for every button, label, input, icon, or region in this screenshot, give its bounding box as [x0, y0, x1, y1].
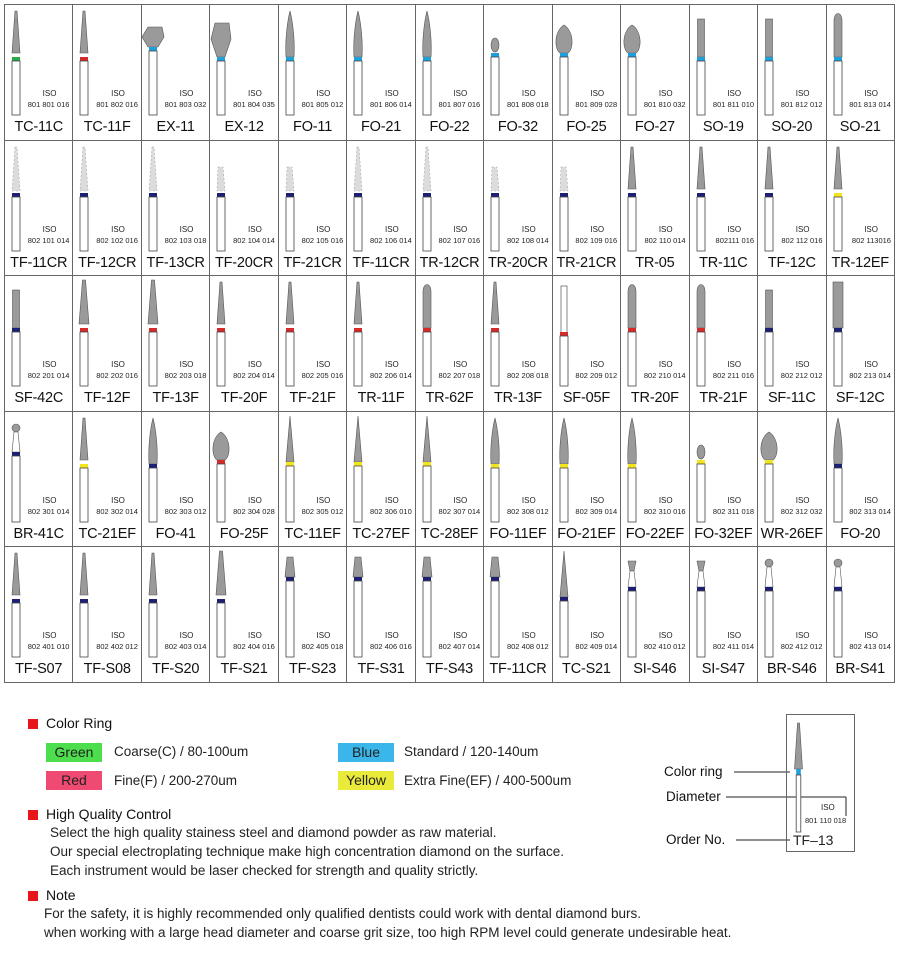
iso-label: ISO — [864, 360, 878, 370]
iso-label: ISO — [316, 631, 331, 641]
order-number: 802 310 016 — [643, 506, 686, 516]
order-number: 802 313 014 — [849, 506, 891, 516]
callout-order-no: Order No. — [666, 832, 726, 847]
order-number: 802 403 014 — [164, 642, 207, 652]
product-code: WR-26EF — [760, 525, 823, 542]
iso-label: ISO — [111, 495, 125, 505]
order-number: 801 811 010 — [712, 100, 755, 109]
iso-label: ISO — [384, 89, 399, 98]
iso-label: ISO — [658, 495, 673, 505]
iso-label: ISO — [111, 631, 125, 641]
order-number: 801 803 032 — [164, 100, 207, 109]
product-code: BR-41C — [13, 525, 64, 542]
iso-label: ISO — [521, 495, 536, 505]
product-code: TF-20F — [220, 390, 268, 407]
product-code: FO-21EF — [557, 525, 616, 542]
product-code: TF-13F — [152, 390, 199, 407]
product-code: TR-11C — [699, 254, 748, 271]
iso-label: ISO — [795, 360, 810, 370]
order-number: 801 812 012 — [780, 100, 823, 109]
quality-title: High Quality Control — [46, 806, 172, 822]
legend-desc-blue: Standard / 120-140um — [404, 744, 539, 759]
order-number: 801 802 016 — [96, 100, 138, 109]
order-number: 801 807 016 — [438, 100, 481, 109]
order-number: 802 213 014 — [849, 371, 891, 381]
product-code: TR-62F — [425, 390, 474, 407]
product-code: TC-28EF — [420, 525, 479, 542]
iso-label: ISO — [590, 631, 605, 641]
callout-diameter: Diameter — [666, 789, 721, 804]
order-number: 802 113016 — [851, 235, 891, 245]
product-code: TF-S43 — [425, 661, 474, 678]
product-code: TC-27EF — [352, 525, 410, 542]
product-code: SF-42C — [14, 390, 64, 407]
product-code: TR-20CR — [488, 254, 548, 271]
iso-label: ISO — [590, 495, 605, 505]
order-number: 801 804 035 — [233, 100, 275, 109]
order-number: 802 407 014 — [438, 642, 481, 652]
order-number: 802 107 016 — [438, 235, 481, 245]
product-code: TC-21EF — [78, 525, 136, 542]
iso-label: ISO — [42, 495, 57, 505]
product-code: FO-21 — [360, 119, 402, 135]
iso-label: ISO — [864, 89, 878, 98]
order-number: 802 205 016 — [301, 371, 344, 381]
order-number: 801 808 018 — [506, 100, 549, 109]
quality-line-1: Select the high quality stainess steel and diamond powder as raw material. — [50, 825, 497, 840]
iso-label: ISO — [795, 631, 810, 641]
order-number: 802 309 014 — [575, 506, 618, 516]
order-number: 802 109 016 — [575, 235, 618, 245]
iso-label: ISO — [179, 631, 194, 641]
iso-label: ISO — [111, 360, 125, 370]
product-code: TF-21CR — [283, 254, 342, 271]
order-number: 802 312 032 — [780, 506, 823, 516]
product-code: SF-11C — [767, 390, 816, 407]
order-number: 801 813 014 — [849, 100, 891, 109]
order-number: 802 311 018 — [712, 506, 755, 516]
product-code: TR-21F — [699, 390, 748, 407]
product-code: EX-11 — [156, 119, 195, 135]
iso-label: ISO — [179, 360, 194, 370]
product-code: SF-12C — [835, 390, 885, 407]
iso-label: ISO — [179, 89, 194, 98]
order-number: 802 210 014 — [643, 371, 686, 381]
iso-label: ISO — [521, 89, 536, 98]
product-code: BR-S41 — [835, 661, 886, 678]
product-code: SO-21 — [839, 119, 881, 135]
product-code: FO-11 — [293, 119, 333, 135]
order-number: 802 413 014 — [849, 642, 891, 652]
order-number: 802 411 014 — [712, 642, 755, 652]
order-number: 802 301 014 — [27, 506, 70, 516]
iso-label: ISO — [42, 89, 57, 98]
product-code: TR-13F — [493, 390, 542, 407]
sample-bur-card — [786, 714, 855, 852]
order-number: 802 302 014 — [96, 506, 138, 516]
iso-label: ISO — [248, 360, 262, 370]
order-number: 802 412 012 — [780, 642, 823, 652]
iso-label: ISO — [384, 224, 399, 234]
product-code: TF-11CR — [10, 254, 68, 271]
product-code: TR-12CR — [419, 254, 480, 271]
iso-label: ISO — [453, 89, 468, 98]
iso-label: ISO — [179, 224, 194, 234]
product-code: TC-11C — [14, 119, 63, 135]
product-code: SF-05F — [562, 390, 610, 407]
iso-label: ISO — [864, 495, 878, 505]
iso-label: ISO — [795, 495, 810, 505]
product-code: FO-25F — [219, 525, 269, 542]
iso-label: ISO — [727, 89, 742, 98]
iso-label: ISO — [453, 224, 468, 234]
product-code: SO-19 — [702, 119, 744, 135]
order-number: 802 304 028 — [233, 506, 275, 516]
product-code: SI-S47 — [701, 661, 745, 678]
product-code: TR-12EF — [831, 254, 889, 271]
note-line-1: For the safety, it is highly recommended only qualified dentists could work with dental diamond burs. — [44, 906, 642, 921]
order-number: 802 202 016 — [96, 371, 138, 381]
callout-color-ring: Color ring — [664, 764, 723, 779]
product-code: FO-22 — [429, 119, 470, 135]
iso-label: ISO — [864, 224, 878, 234]
color-ring-title: Color Ring — [46, 715, 113, 731]
order-number: 802 203 018 — [164, 371, 207, 381]
iso-label: ISO — [864, 631, 878, 641]
iso-label: ISO — [658, 224, 673, 234]
order-number: 802 212 012 — [780, 371, 823, 381]
swatch-green: Green — [46, 743, 102, 762]
order-number: 802 207 018 — [438, 371, 481, 381]
iso-label: ISO — [384, 495, 399, 505]
product-code: FO-22EF — [625, 525, 684, 542]
product-code: FO-25 — [566, 119, 607, 135]
iso-label: ISO — [42, 631, 57, 641]
order-number: 802 103 018 — [164, 235, 207, 245]
order-number: 802 402 012 — [96, 642, 138, 652]
product-code: TF-21F — [289, 390, 336, 407]
swatch-yellow: Yellow — [338, 771, 394, 790]
order-number: 802 406 016 — [370, 642, 412, 652]
iso-label: ISO — [590, 89, 605, 98]
iso-label: ISO — [727, 631, 742, 641]
iso-label: ISO — [521, 631, 536, 641]
sample-order: 801 110 018 — [805, 816, 847, 825]
order-number: 802 102 016 — [96, 235, 138, 245]
product-code: TF-11CR — [489, 661, 547, 678]
iso-label: ISO — [658, 631, 673, 641]
iso-label: ISO — [658, 360, 673, 370]
product-code: TC-11F — [83, 119, 131, 135]
iso-label: ISO — [316, 224, 331, 234]
product-code: SI-S46 — [633, 661, 677, 678]
product-code: TF-S20 — [152, 661, 200, 678]
iso-label: ISO — [521, 360, 536, 370]
legend-desc-red: Fine(F) / 200-270um — [114, 773, 238, 788]
product-code: TC-S21 — [562, 661, 611, 678]
swatch-red: Red — [46, 771, 102, 790]
iso-label: ISO — [658, 89, 673, 98]
order-number: 802 206 014 — [370, 371, 412, 381]
legend-desc-green: Coarse(C) / 80-100um — [114, 744, 249, 759]
iso-label: ISO — [248, 224, 262, 234]
order-number: 802 201 014 — [27, 371, 70, 381]
product-code: TF-S08 — [83, 661, 131, 678]
product-code: TR-20F — [630, 390, 679, 407]
product-code: TF-12C — [767, 254, 816, 271]
order-number: 801 805 012 — [301, 100, 344, 109]
swatch-blue: Blue — [338, 743, 394, 762]
order-number: 802 105 016 — [301, 235, 344, 245]
product-code: TR-05 — [635, 254, 675, 271]
quality-line-2: Our special electroplating technique make high concentration diamond on the surface. — [50, 844, 565, 859]
product-code: TF-12F — [84, 390, 131, 407]
order-number: 802 408 012 — [506, 642, 549, 652]
order-number: 802 410 012 — [643, 642, 686, 652]
iso-label: ISO — [248, 631, 262, 641]
quality-line-3: Each instrument would be laser checked for strength and quality strictly. — [50, 863, 479, 878]
order-number: 802 209 012 — [575, 371, 618, 381]
product-code: TF-11CR — [352, 254, 410, 271]
order-number: 802 405 018 — [301, 642, 344, 652]
iso-label: ISO — [727, 224, 742, 234]
iso-label: ISO — [521, 224, 536, 234]
product-code: TF-12CR — [78, 254, 137, 271]
order-number: 802 307 014 — [438, 506, 481, 516]
iso-label: ISO — [316, 89, 331, 98]
order-number: 801 809 028 — [575, 100, 618, 109]
iso-label: ISO — [111, 89, 125, 98]
order-number: 802 303 012 — [164, 506, 207, 516]
iso-label: ISO — [453, 631, 468, 641]
order-number: 802111 016 — [715, 235, 755, 245]
order-number: 801 806 014 — [370, 100, 412, 109]
iso-label: ISO — [111, 224, 125, 234]
iso-label: ISO — [179, 495, 194, 505]
product-code: TF-S23 — [288, 661, 337, 678]
iso-label: ISO — [384, 631, 399, 641]
sample-bur-icon — [787, 715, 854, 851]
iso-label: ISO — [453, 360, 468, 370]
order-number: 802 305 012 — [301, 506, 344, 516]
product-code: TF-S21 — [220, 661, 268, 678]
product-code: TF-S07 — [15, 661, 63, 678]
product-code: FO-41 — [155, 525, 196, 542]
iso-label: ISO — [453, 495, 468, 505]
note-title: Note — [46, 887, 76, 903]
iso-label: ISO — [42, 224, 57, 234]
iso-label: ISO — [590, 360, 605, 370]
product-code: TF-S31 — [357, 661, 405, 678]
iso-label: ISO — [316, 495, 331, 505]
order-number: 802 104 014 — [233, 235, 275, 245]
sample-code: TF–13 — [793, 832, 834, 848]
order-number: 802 208 018 — [506, 371, 549, 381]
order-number: 802 409 014 — [575, 642, 618, 652]
product-code: TR-11F — [357, 390, 405, 407]
order-number: 802 401 010 — [27, 642, 70, 652]
iso-label: ISO — [795, 89, 810, 98]
iso-label: ISO — [248, 495, 262, 505]
order-number: 802 308 012 — [506, 506, 549, 516]
order-number: 802 404 016 — [233, 642, 275, 652]
order-number: 802 106 014 — [370, 235, 412, 245]
order-number: 802 306 010 — [370, 506, 412, 516]
iso-label: ISO — [727, 495, 742, 505]
sample-iso: ISO — [821, 803, 835, 812]
product-code: EX-12 — [224, 119, 264, 135]
product-code: FO-27 — [634, 119, 675, 135]
iso-label: ISO — [42, 360, 57, 370]
order-number: 802 112 016 — [781, 235, 823, 245]
product-code: FO-11EF — [489, 525, 547, 542]
product-code: TC-11EF — [284, 525, 341, 542]
product-code: SO-20 — [771, 119, 813, 135]
order-number: 801 810 032 — [643, 100, 686, 109]
note-line-2: when working with a large head diameter and coarse grit size, too high RPM level could generate undesirable heat. — [44, 925, 732, 940]
order-number: 801 801 016 — [27, 100, 70, 109]
order-number: 802 110 014 — [644, 235, 686, 245]
product-code: TF-20CR — [214, 254, 274, 271]
iso-label: ISO — [248, 89, 262, 98]
iso-label: ISO — [316, 360, 331, 370]
iso-label: ISO — [590, 224, 605, 234]
order-number: 802 204 014 — [233, 371, 275, 381]
product-code: FO-32 — [497, 119, 538, 135]
product-code: BR-S46 — [767, 661, 817, 678]
product-code: TF-13CR — [146, 254, 205, 271]
product-code: FO-32EF — [694, 525, 753, 542]
order-number: 802 108 014 — [506, 235, 549, 245]
iso-label: ISO — [384, 360, 399, 370]
order-number: 802 101 014 — [27, 235, 70, 245]
product-code: TR-21CR — [556, 254, 617, 271]
order-number: 802 211 016 — [712, 371, 755, 381]
iso-label: ISO — [795, 224, 810, 234]
product-code: FO-20 — [840, 525, 881, 542]
iso-label: ISO — [727, 360, 742, 370]
legend-desc-yellow: Extra Fine(EF) / 400-500um — [404, 773, 572, 788]
